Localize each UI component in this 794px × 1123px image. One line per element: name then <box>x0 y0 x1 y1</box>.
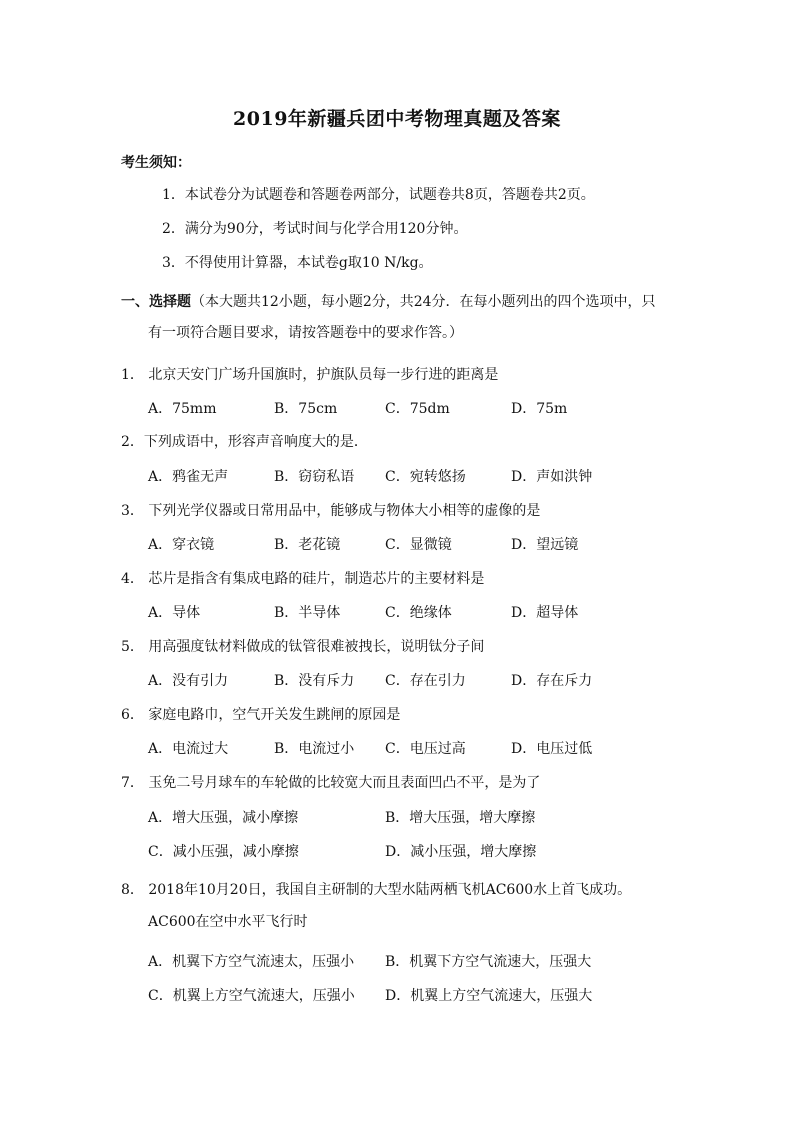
question-8-stem-cont: AC600在空中水平飞行时 <box>148 914 308 930</box>
question-7-stem: 7． 玉免二号月球车的车轮做的比较宽大而且表面凹凸不平，是为了 <box>121 775 541 791</box>
option-d: D．望远镜 <box>511 537 579 553</box>
question-5-options <box>148 671 708 691</box>
option-a: A．导体 <box>148 605 201 621</box>
option-c: C．存在引力 <box>385 673 466 689</box>
option-b: B．机翼下方空气流速大，压强大 <box>385 954 592 970</box>
section-description: （本大题共12小题，每小题2分，共24分．在每小题列出的四个选项中，只 <box>191 294 656 310</box>
option-a: A．穿衣镜 <box>148 537 215 553</box>
option-b: B．增大压强，增大摩擦 <box>385 810 536 826</box>
option-a: A．75mm <box>148 401 217 417</box>
question-3-stem: 3． 下列光学仪器或日常用品中，能够成与物体大小相等的虚像的是 <box>121 503 541 519</box>
question-8-options-row1 <box>148 952 708 972</box>
option-d: D．存在斥力 <box>511 673 593 689</box>
question-7-options-row1 <box>148 808 708 828</box>
question-6-stem: 6． 家庭电路巾，空气开关发生跳闸的原园是 <box>121 707 401 723</box>
option-a: A．电流过大 <box>148 741 229 757</box>
option-b: B．半导体 <box>274 605 341 621</box>
option-d: D．电压过低 <box>511 741 593 757</box>
option-c: C．75dm <box>385 401 450 417</box>
notice-item-3: 3．不得使用计算器，本试卷g取10 N/kg。 <box>162 255 433 271</box>
notice-item-2: 2．满分为90分，考试时间与化学合用120分钟。 <box>162 221 468 237</box>
question-8-options-row2 <box>148 986 708 1006</box>
option-b: B．没有斥力 <box>274 673 355 689</box>
notice-item-1: 1．本试卷分为试题卷和答题卷两部分，试题卷共8页，答题卷共2页。 <box>162 187 595 203</box>
option-a: A．没有引力 <box>148 673 229 689</box>
option-c: C．宛转悠扬 <box>385 469 466 485</box>
question-2-options <box>148 467 708 487</box>
option-a: A．机翼下方空气流速太，压强小 <box>148 954 355 970</box>
option-c: C．减小压强，减小摩擦 <box>148 844 299 860</box>
option-a: A．鸦雀无声 <box>148 469 229 485</box>
option-b: B．电流过小 <box>274 741 355 757</box>
question-2-stem: 2．下列成语中，形容声音响度大的是． <box>121 434 368 450</box>
option-b: B．窃窃私语 <box>274 469 355 485</box>
question-5-stem: 5． 用高强度钛材料做成的钛管很难被拽长，说明钛分子间 <box>121 639 485 655</box>
option-d: D．减小压强，增大摩擦 <box>385 844 537 860</box>
option-b: B．老花镜 <box>274 537 341 553</box>
option-b: B．75cm <box>274 401 338 417</box>
question-8-stem: 8． 2018年10月20日，我国自主研制的大型水陆两栖飞机AC600水上首飞成功。 <box>121 882 632 898</box>
notice-heading: 考生须知： <box>121 155 191 171</box>
section-heading <box>121 292 656 312</box>
option-d: D．机翼上方空气流速大，压强大 <box>385 988 593 1004</box>
question-4-options <box>148 603 708 623</box>
option-c: C．机翼上方空气流速大，压强小 <box>148 988 355 1004</box>
option-a: A．增大压强，减小摩擦 <box>148 810 299 826</box>
question-1-stem: 1． 北京天安门广场升国旗时，护旗队员每一步行进的距离是 <box>121 367 499 383</box>
page-title: 2019年新疆兵团中考物理真题及答案 <box>233 108 561 130</box>
option-d: D．声如洪钟 <box>511 469 593 485</box>
option-c: C．显微镜 <box>385 537 452 553</box>
question-7-options-row2 <box>148 842 708 862</box>
question-3-options <box>148 535 708 555</box>
option-c: C．绝缘体 <box>385 605 452 621</box>
option-c: C．电压过高 <box>385 741 466 757</box>
question-4-stem: 4． 芯片是指含有集成电路的硅片，制造芯片的主要材料是 <box>121 571 485 587</box>
option-d: D．超导体 <box>511 605 579 621</box>
question-6-options <box>148 739 708 759</box>
question-1-options <box>148 399 708 419</box>
section-label: 一、选择题 <box>121 294 191 310</box>
option-d: D．75m <box>511 401 568 417</box>
section-description-cont: 有一项符合题目要求，请按答题卷中的要求作答。） <box>148 325 463 341</box>
